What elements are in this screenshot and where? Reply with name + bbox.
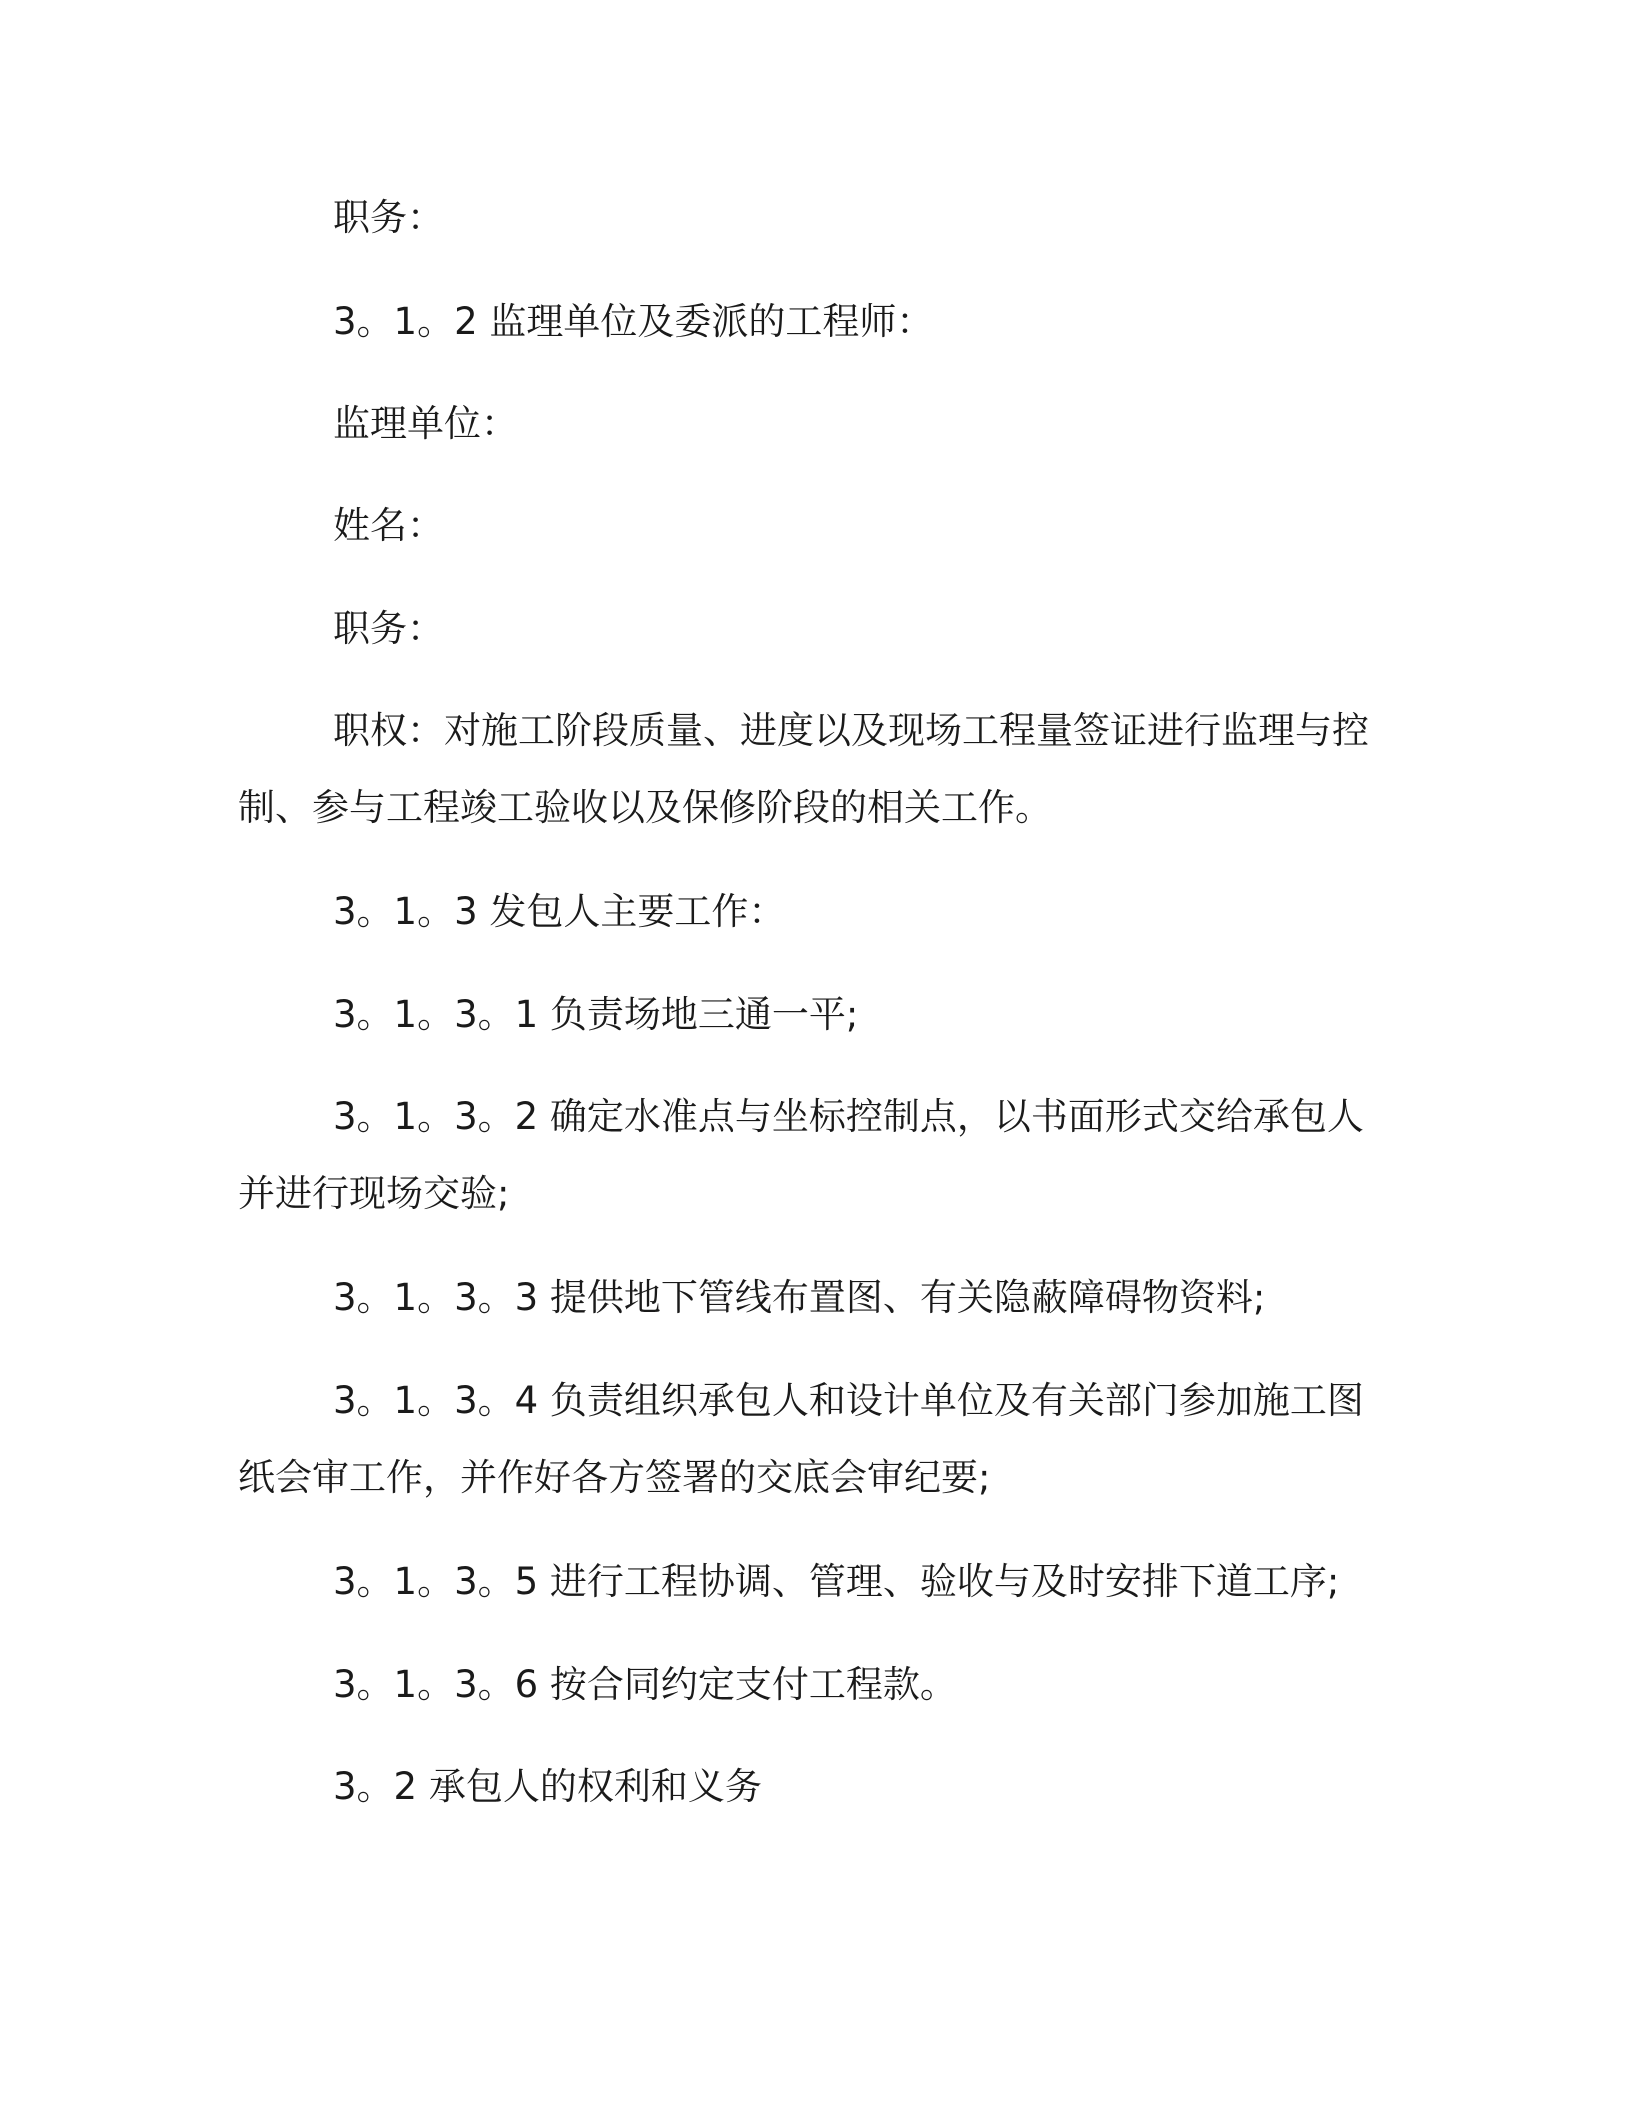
- clause-3-2-heading: 3。2 承包人的权利和义务: [333, 1765, 762, 1808]
- authority-paragraph-line-1: 职权：对施工阶段质量、进度以及现场工程量签证进行监理与控: [333, 709, 1369, 752]
- supervisor-unit-label: 监理单位：: [333, 402, 518, 445]
- clause-3-1-3-1: 3。1。3。1 负责场地三通一平;: [333, 993, 859, 1036]
- clause-3-1-3-heading: 3。1。3 发包人主要工作：: [333, 890, 786, 933]
- position-label-1: 职务：: [333, 196, 444, 239]
- clause-3-1-2-heading: 3。1。2 监理单位及委派的工程师：: [333, 300, 934, 343]
- clause-3-1-3-2-line-2: 并进行现场交验;: [238, 1172, 510, 1215]
- name-label: 姓名：: [333, 504, 444, 547]
- authority-paragraph-line-2: 制、参与工程竣工验收以及保修阶段的相关工作。: [238, 786, 1052, 829]
- clause-3-1-3-5: 3。1。3。5 进行工程协调、管理、验收与及时安排下道工序;: [333, 1560, 1340, 1603]
- position-label-2: 职务：: [333, 607, 444, 650]
- clause-3-1-3-6: 3。1。3。6 按合同约定支付工程款。: [333, 1663, 957, 1706]
- clause-3-1-3-4-line-1: 3。1。3。4 负责组织承包人和设计单位及有关部门参加施工图: [333, 1379, 1364, 1422]
- clause-3-1-3-4-line-2: 纸会审工作，并作好各方签署的交底会审纪要;: [238, 1456, 991, 1499]
- clause-3-1-3-3: 3。1。3。3 提供地下管线布置图、有关隐蔽障碍物资料;: [333, 1276, 1266, 1319]
- clause-3-1-3-2-line-1: 3。1。3。2 确定水准点与坐标控制点，以书面形式交给承包人: [333, 1095, 1364, 1138]
